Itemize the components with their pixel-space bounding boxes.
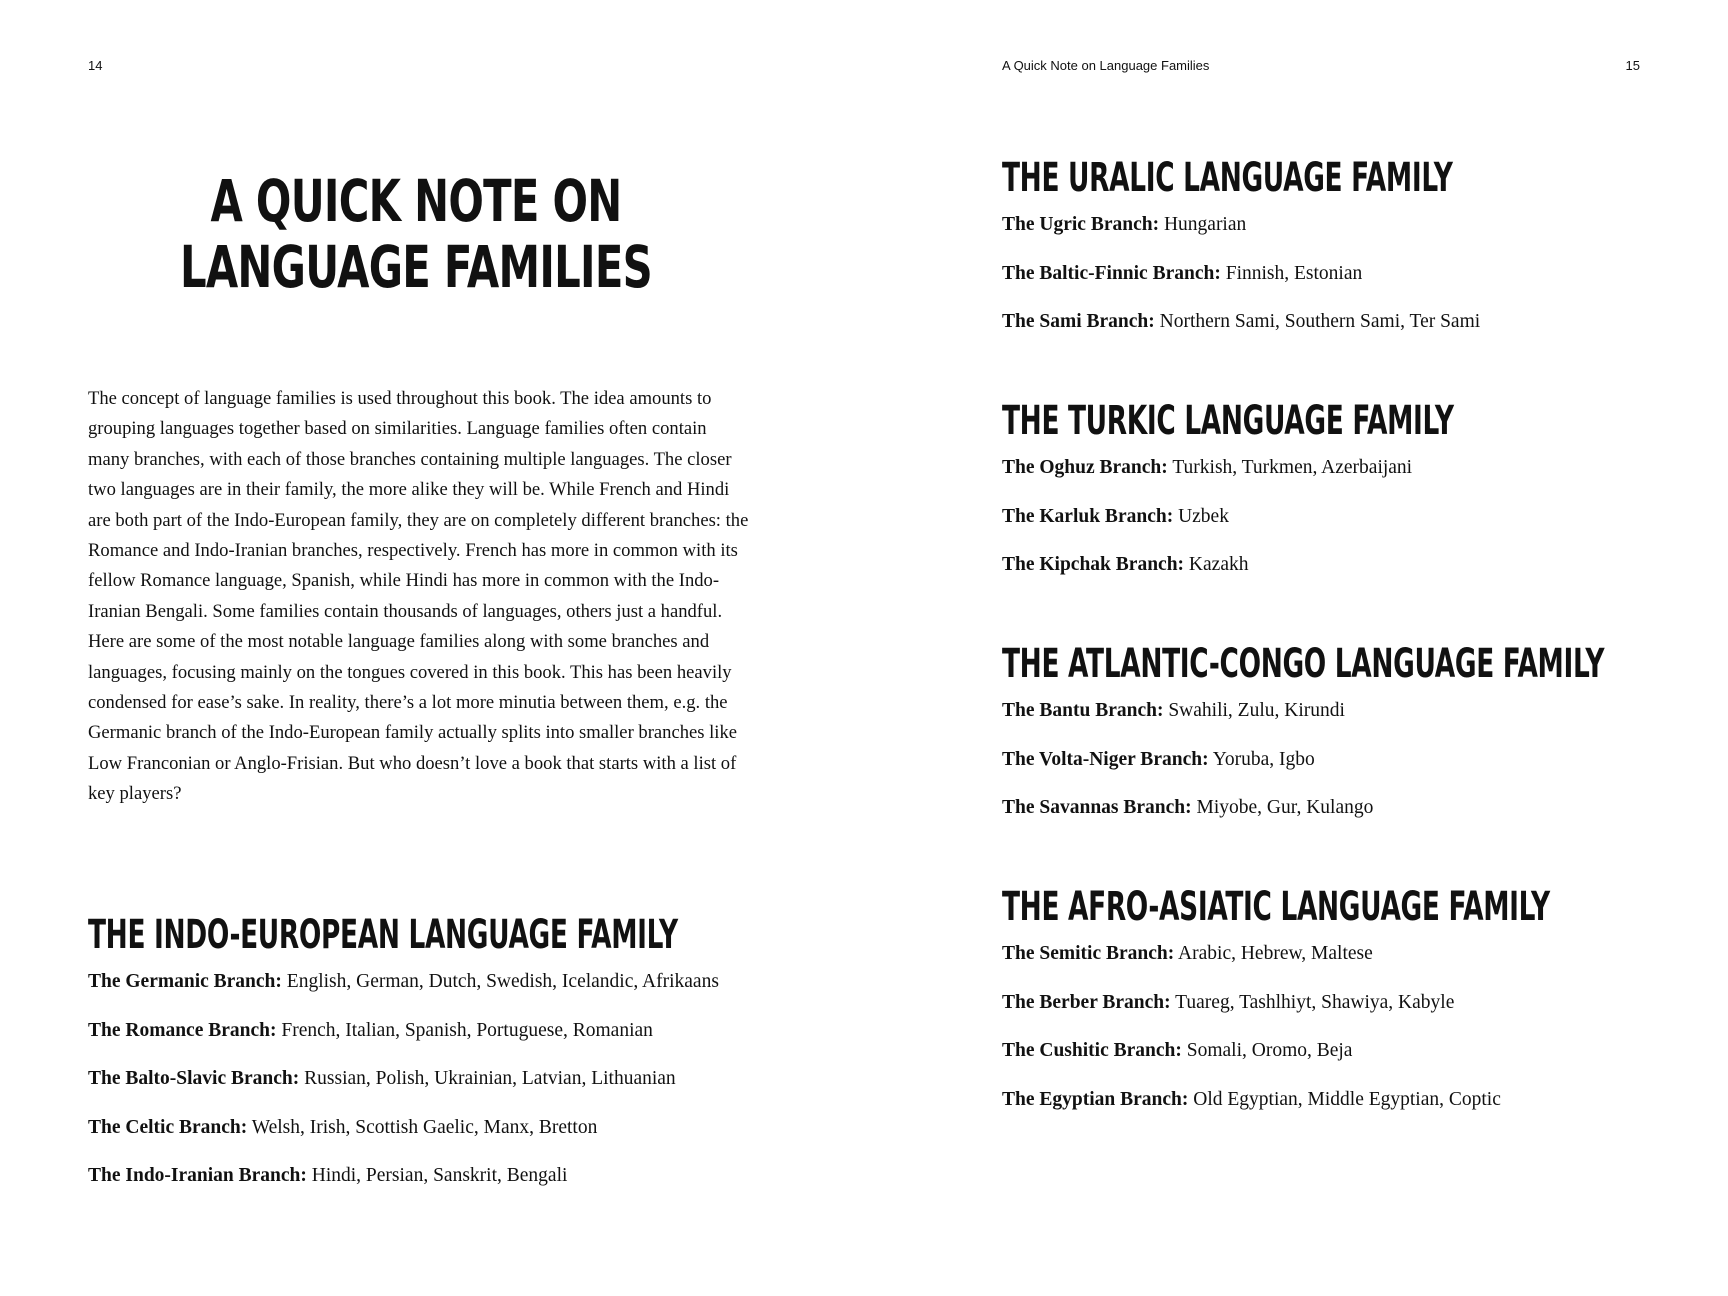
branch-languages: Uzbek [1178,505,1229,527]
family-heading: THE AFRO-ASIATIC LANGUAGE FAMILY [1002,884,1550,930]
branch-languages: Somali, Oromo, Beja [1186,1040,1353,1061]
branch-name: The Baltic-Finnic Branch: [1002,262,1221,284]
branch-languages: Miyobe, Gur, Kulango [1196,797,1374,818]
branch-item [88,1116,848,1165]
branch-name: The Savannas Branch: [1002,797,1192,818]
branch-name: The Romance Branch: [88,1019,277,1041]
branch-name: The Semitic Branch: [1002,943,1175,964]
branch-languages: Kazakh [1188,554,1249,575]
branch-languages: Swahili, Zulu, Kirundi [1168,700,1345,721]
branch-name: The Oghuz Branch: [1002,457,1168,478]
branch-name: The Bantu Branch: [1002,700,1164,721]
branch-languages: Turkish, Turkmen, Azerbaijani [1172,457,1413,478]
branch-languages: English, German, Dutch, Swedish, Icelandic, Afrikaans [286,971,719,992]
branch-languages: Arabic, Hebrew, Maltese [1178,943,1373,964]
family-heading: THE TURKIC LANGUAGE FAMILY [1002,398,1454,444]
branch-item [88,1019,848,1068]
chapter-title-line-2: LANGUAGE FAMILIES [179,233,653,301]
branch-languages: Hindi, Persian, Sanskrit, Bengali [311,1165,568,1186]
branch-item [1002,942,1728,991]
family-afro-asiatic [1002,884,1728,1136]
branch-languages: French, Italian, Spanish, Portuguese, Romanian [281,1019,653,1041]
branch-name: The Celtic Branch: [88,1116,248,1138]
branch-item [1002,1088,1728,1137]
branch-name: The Indo-Iranian Branch: [88,1165,307,1186]
branch-item [1002,310,1728,359]
branch-item [1002,213,1728,262]
branch-item [1002,748,1728,797]
branch-item [1002,796,1728,845]
branch-languages: Welsh, Irish, Scottish Gaelic, Manx, Bretton [251,1116,598,1138]
branch-languages: Tuareg, Tashlhiyt, Shawiya, Kabyle [1175,991,1455,1013]
family-heading: THE ATLANTIC-CONGO LANGUAGE FAMILY [1002,641,1605,687]
chapter-title [180,168,652,300]
branch-item [1002,505,1728,554]
branch-languages: Old Egyptian, Middle Egyptian, Coptic [1193,1088,1501,1110]
branch-languages: Northern Sami, Southern Sami, Ter Sami [1159,311,1481,332]
family-heading: THE URALIC LANGUAGE FAMILY [1002,155,1453,201]
intro-paragraph: The concept of language families is used throughout this book. The idea amounts to grouping languages together based on similarities. Language families often contain many branches, with each of those branches containing multiple languages. The closer two languages are in their family, the more alike they will be. While French and Hindi are both part of the Indo-European family, they are on completely different branches: the Romance and Indo-Iranian branches, respectively. French has more in common with its fellow Romance language, Spanish, while Hindi has more in common with the Indo-Iranian Bengali. Some families contain thousands of languages, others just a handful. Here are some of the most notable language families along with some branches and languages, focusing mainly on the tongues covered in this book. This has been heavily condensed for ease’s sake. In reality, there’s a lot more minutia between them, e.g. the Germanic branch of the Indo-European family actually splits into smaller branches like Low Franconian or Anglo-Frisian. But who doesn’t love a book that starts with a list of key players? [88,388,749,805]
branch-item [1002,991,1728,1040]
family-uralic [1002,155,1728,359]
branch-languages: Finnish, Estonian [1225,262,1363,284]
branch-item [1002,553,1728,602]
branch-name: The Sami Branch: [1002,311,1155,332]
family-indo-european [88,912,848,1213]
page-number-left: 14 [88,58,103,73]
branch-item [1002,456,1728,505]
branch-name: The Kipchak Branch: [1002,554,1185,575]
branch-name: The Karluk Branch: [1002,505,1174,527]
family-turkic [1002,398,1728,602]
branch-name: The Cushitic Branch: [1002,1040,1182,1061]
branch-name: The Berber Branch: [1002,991,1171,1013]
branch-languages: Hungarian [1163,214,1247,235]
page-number-right: 15 [1625,58,1640,73]
family-heading: THE INDO-EUROPEAN LANGUAGE FAMILY [88,912,678,958]
branch-name: The Volta-Niger Branch: [1002,748,1209,770]
branch-name: The Balto-Slavic Branch: [88,1068,300,1089]
branch-name: The Egyptian Branch: [1002,1088,1189,1110]
branch-item [1002,1039,1728,1088]
branch-item [88,1164,848,1213]
branch-languages: Yoruba, Igbo [1212,748,1315,770]
branch-item [1002,699,1728,748]
branch-name: The Ugric Branch: [1002,214,1160,235]
branch-languages: Russian, Polish, Ukrainian, Latvian, Lithuanian [304,1068,676,1089]
branch-item [1002,262,1728,311]
running-header: A Quick Note on Language Families [1002,58,1210,73]
family-atlantic-congo [1002,641,1728,845]
branch-name: The Germanic Branch: [88,971,282,992]
branch-item [88,1067,848,1116]
chapter-title-line-1: A QUICK NOTE ON [210,167,622,235]
branch-item [88,970,848,1019]
right-page [864,0,1728,1296]
